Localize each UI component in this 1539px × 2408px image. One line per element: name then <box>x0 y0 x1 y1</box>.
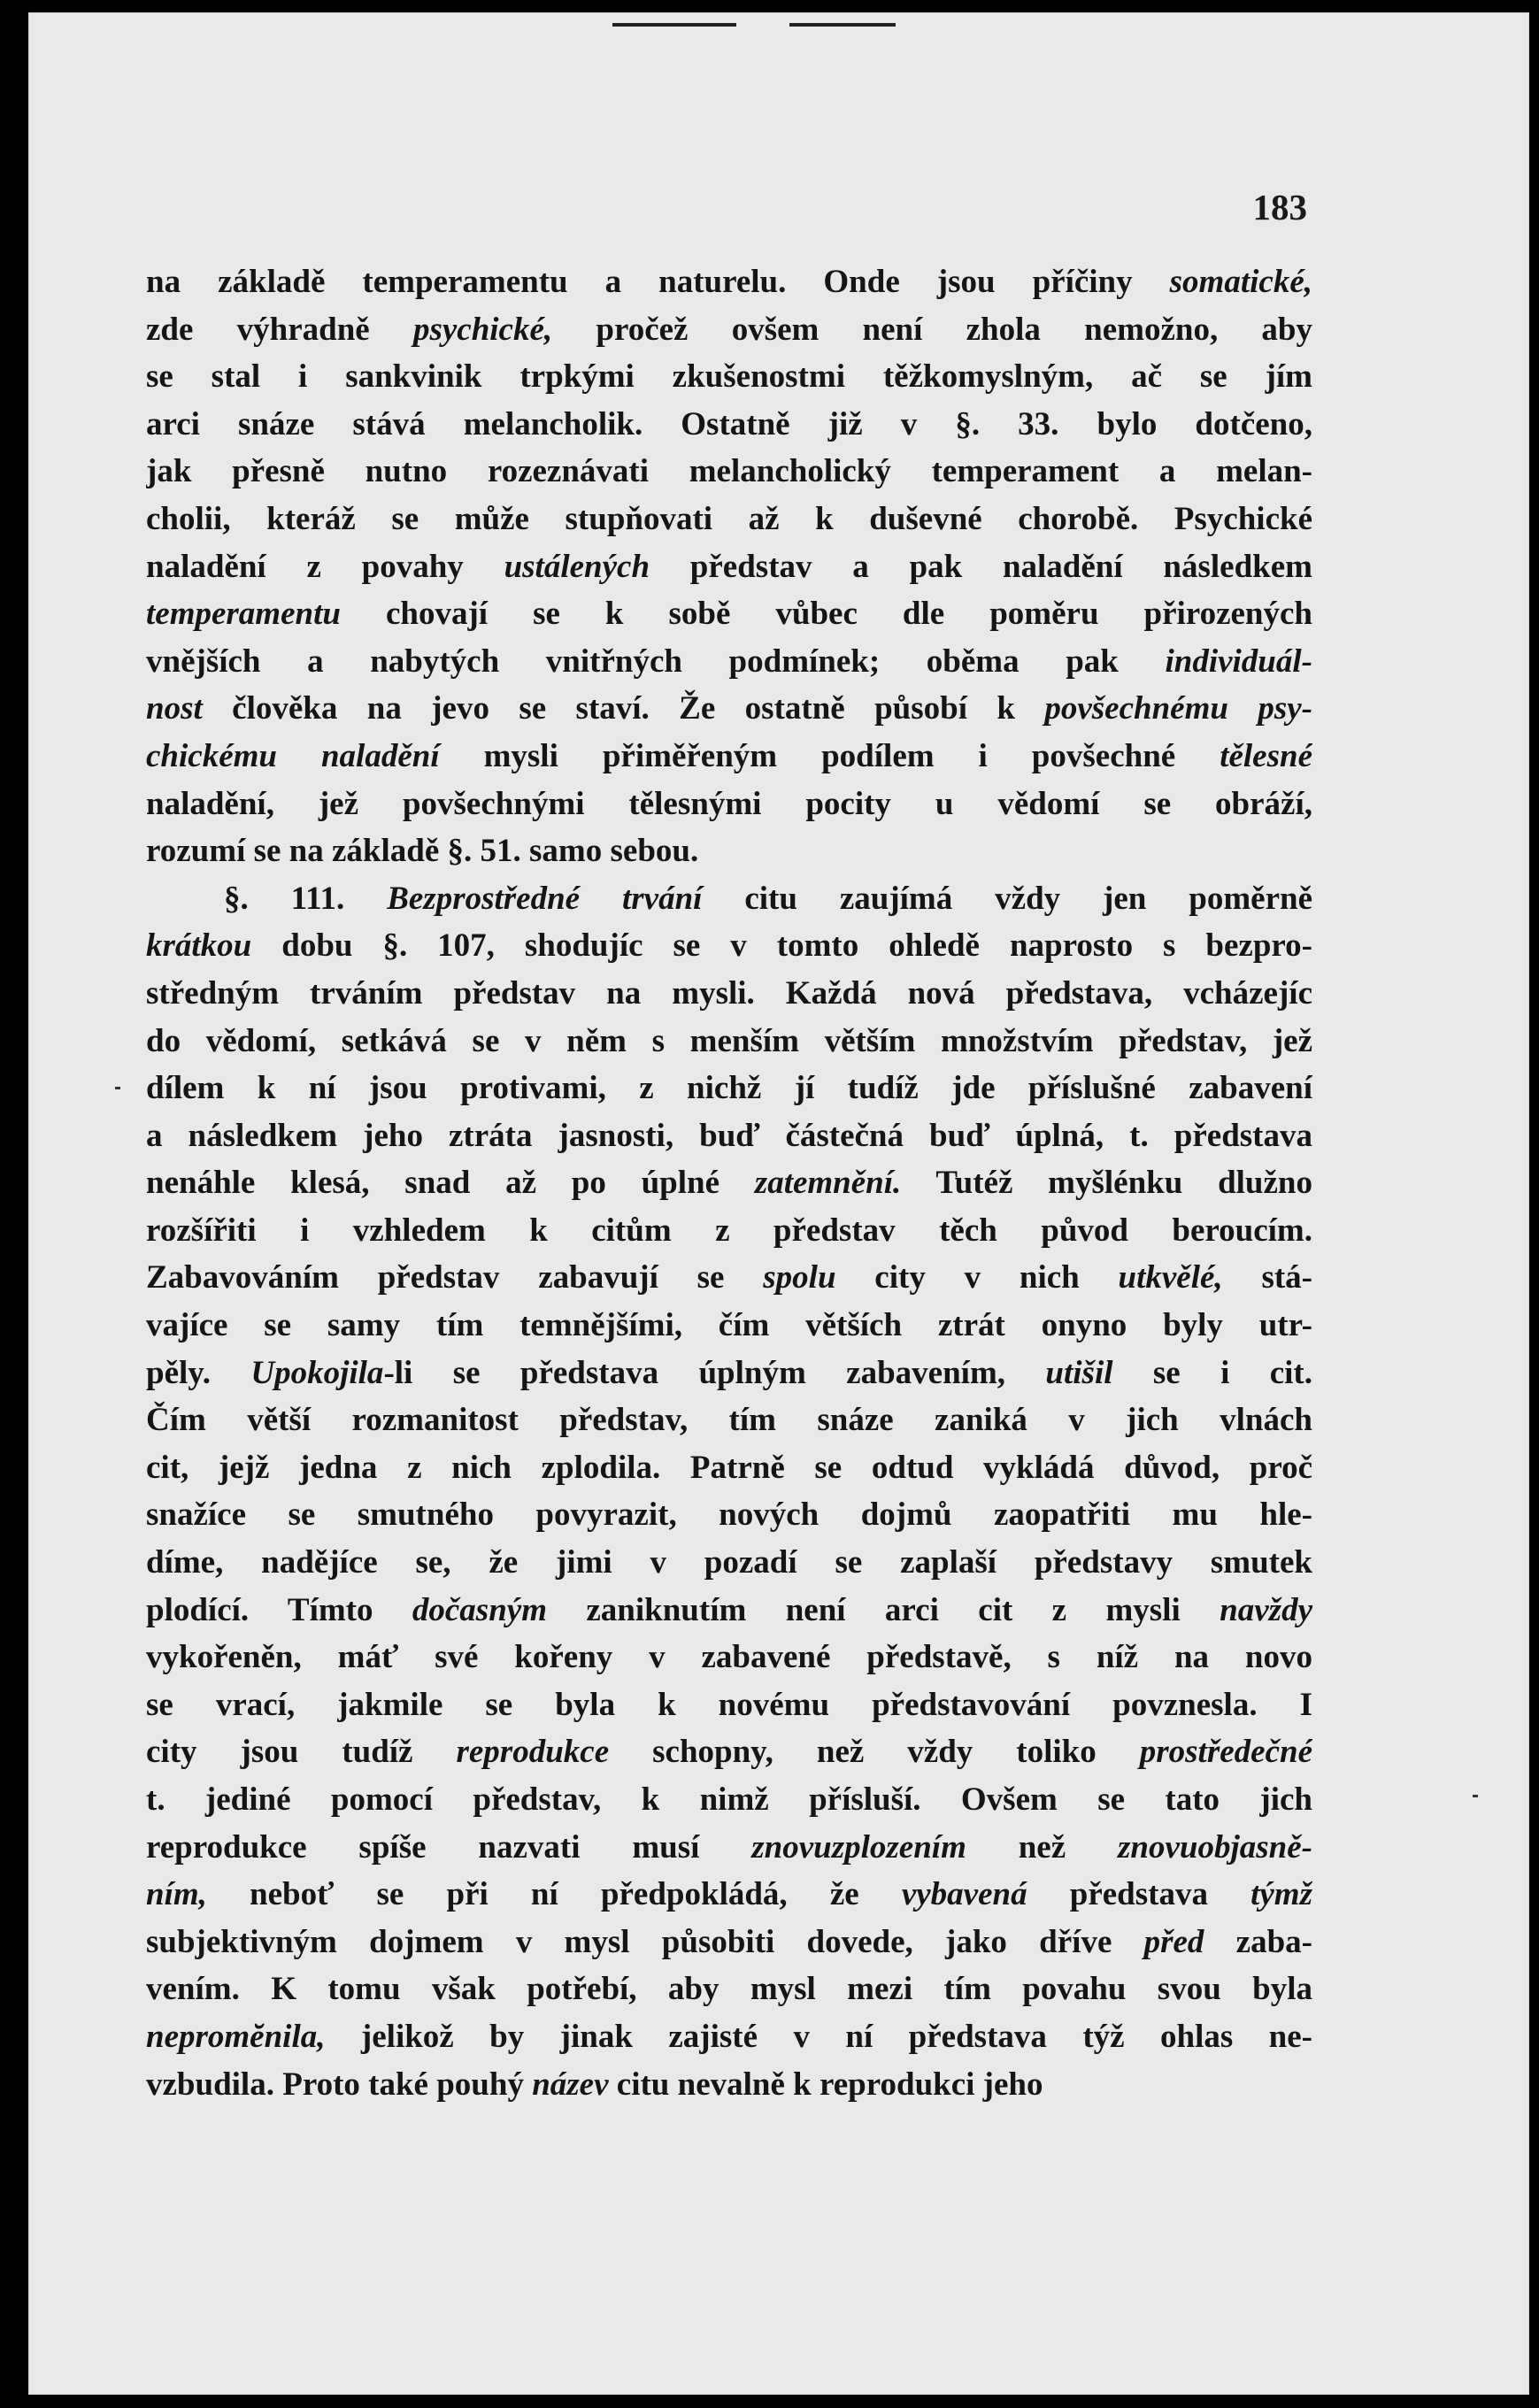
text-run: a následkem jeho ztráta jasnosti, buď částečná buď úplná, t. představa <box>146 1117 1312 1154</box>
text-run: představ a pak naladění následkem <box>650 548 1312 585</box>
text-run: do vědomí, setkává se v něm s menším větším množstvím představ, jež <box>146 1022 1312 1059</box>
text-run: stá- <box>1222 1259 1312 1296</box>
text-line <box>146 1824 1312 1872</box>
text-line <box>146 733 1312 781</box>
italic-emphasis: utkvělé, <box>1118 1259 1223 1296</box>
text-line <box>146 1587 1312 1635</box>
text-line <box>146 1159 1312 1207</box>
italic-emphasis: povšechnému psy- <box>1044 690 1312 727</box>
top-rule <box>612 23 736 27</box>
text-run: neboť se při ní předpokládá, že <box>206 1876 902 1913</box>
italic-emphasis: název <box>532 2066 609 2103</box>
text-run: se vrací, jakmile se byla k novému představování povznesla. I <box>146 1686 1312 1723</box>
body-text <box>146 258 1312 2108</box>
text-run: se i cit. <box>1112 1354 1312 1391</box>
text-run: na základě temperamentu a naturelu. Onde jsou příčiny <box>146 264 1170 300</box>
italic-emphasis: nepromĕnila, <box>146 2018 326 2055</box>
text-run: reprodukce spíše nazvati musí <box>146 1828 752 1866</box>
text-run: pročež ovšem není zhola nemožno, aby <box>552 311 1312 348</box>
text-line <box>146 590 1312 638</box>
italic-emphasis: vybavená <box>901 1876 1027 1913</box>
italic-emphasis: spolu <box>763 1259 836 1296</box>
italic-emphasis: Upokojila <box>250 1354 384 1391</box>
italic-emphasis: chickému naladění <box>146 737 440 774</box>
italic-emphasis: dočasným <box>412 1591 547 1628</box>
text-line <box>146 781 1312 828</box>
top-rule <box>789 23 896 27</box>
text-run: cit, jejž jedna z nich zplodila. Patrně se odtud vykládá důvod, proč <box>146 1449 1312 1486</box>
text-line <box>146 1350 1312 1397</box>
text-line <box>146 827 1312 875</box>
text-line <box>146 1302 1312 1350</box>
text-run: §. 111. <box>224 880 388 917</box>
text-run: chovají se k sobě vůbec dle poměru přirozených <box>340 596 1312 633</box>
print-speck <box>115 1087 120 1089</box>
print-speck <box>1473 1795 1478 1797</box>
text-run: pěly. <box>146 1354 251 1391</box>
text-line <box>146 1396 1312 1444</box>
italic-emphasis: psychické, <box>412 311 553 348</box>
text-line <box>146 1871 1312 1919</box>
text-run: člověka na jevo se staví. Že ostatně působí k <box>202 690 1045 727</box>
italic-emphasis: somatické, <box>1169 264 1312 300</box>
text-line <box>146 1634 1312 1681</box>
text-line <box>146 448 1312 496</box>
text-run: schopny, než vždy toliko <box>609 1734 1140 1771</box>
text-run: citu nevalně k reprodukci jeho <box>608 2066 1043 2103</box>
text-run: mysli přiměřeným podílem i povšechné <box>439 737 1220 774</box>
text-run: citu zaujímá vždy jen poměrně <box>702 880 1312 917</box>
page-number: 183 <box>1252 187 1307 227</box>
text-run: vajíce se samy tím temnějšími, čím větších ztrát onyno byly utr- <box>146 1307 1312 1344</box>
text-line <box>146 970 1312 1018</box>
text-line <box>146 2061 1312 2109</box>
text-line <box>146 1491 1312 1539</box>
italic-emphasis: krátkou <box>146 927 252 965</box>
text-run: dílem k ní jsou protivami, z nichž jí tudíž jde příslušné zabavení <box>146 1070 1312 1107</box>
text-line <box>146 1254 1312 1302</box>
italic-emphasis: reprodukce <box>456 1734 610 1771</box>
text-run: zde výhradně <box>146 311 413 348</box>
text-line <box>146 1539 1312 1587</box>
text-run: středným trváním představ na mysli. Každá nová představa, vcházejíc <box>146 974 1312 1012</box>
text-line <box>146 1444 1312 1492</box>
text-line <box>146 875 1312 923</box>
text-run: city v nich <box>835 1259 1119 1296</box>
text-line <box>146 401 1312 449</box>
text-line <box>146 685 1312 733</box>
text-run: zaba- <box>1204 1923 1312 1960</box>
text-run: představa <box>1027 1876 1251 1913</box>
text-run: zaniknutím není arci cit z mysli <box>546 1591 1220 1628</box>
text-line <box>146 1776 1312 1824</box>
text-run: Zabavováním představ zabavují se <box>146 1259 764 1296</box>
text-run: naladění z povahy <box>146 548 504 585</box>
text-run: plodící. Tímto <box>146 1591 412 1628</box>
text-run: Tutéž myšlénku dlužno <box>901 1165 1312 1202</box>
text-run: cholii, kteráž se může stupňovati až k duševné chorobě. Psychické <box>146 500 1312 537</box>
text-line <box>146 258 1312 306</box>
text-line <box>146 922 1312 970</box>
text-run: rozumí se na základě §. 51. samo sebou. <box>146 833 699 870</box>
italic-emphasis: ustálených <box>504 548 650 585</box>
text-line <box>146 1919 1312 1966</box>
italic-emphasis: zatemnění. <box>754 1165 902 1202</box>
italic-emphasis: utišil <box>1045 1354 1113 1391</box>
text-run: naladění, jež povšechnými tělesnými pocity u vědomí se obráží, <box>146 785 1312 822</box>
text-line <box>146 1112 1312 1160</box>
book-page <box>28 12 1529 2395</box>
text-run: Čím větší rozmanitost představ, tím snáze zaniká v jich vlnách <box>146 1402 1312 1439</box>
italic-emphasis: tělesné <box>1220 737 1312 774</box>
italic-emphasis: ním, <box>146 1876 207 1913</box>
text-run: arci snáze stává melancholik. Ostatně již v §. 33. bylo dotčeno, <box>146 405 1312 442</box>
text-run: vnějších a nabytých vnitřných podmínek; oběma pak <box>146 642 1166 680</box>
italic-emphasis: prostředečné <box>1139 1734 1312 1771</box>
italic-emphasis: před <box>1143 1923 1204 1960</box>
italic-emphasis: temperamentu <box>146 596 341 633</box>
text-run: rozšířiti i vzhledem k citům z představ těch původ beroucím. <box>146 1212 1312 1249</box>
text-line <box>146 496 1312 543</box>
text-run: snažíce se smutného povyrazit, nových dojmů zaopatřiti mu hle- <box>146 1496 1312 1534</box>
text-run: subjektivným dojmem v mysl působiti dovede, jako dříve <box>146 1923 1144 1960</box>
text-run: vením. K tomu však potřebí, aby mysl mezi tím povahu svou byla <box>146 1971 1312 2008</box>
text-line <box>146 353 1312 401</box>
text-run: se stal i sankvinik trpkými zkušenostmi těžkomyslným, ač se jím <box>146 358 1312 396</box>
text-run: -li se představa úplným zabavením, <box>383 1354 1046 1391</box>
text-line <box>146 1018 1312 1066</box>
text-run: díme, nadějíce se, že jimi v pozadí se zaplaší představy smutek <box>146 1544 1312 1581</box>
text-run: jelikož by jinak zajisté v ní představa týž ohlas ne- <box>325 2018 1312 2055</box>
text-run: vykořeněn, máť své kořeny v zabavené představě, s níž na novo <box>146 1639 1312 1676</box>
text-line <box>146 638 1312 686</box>
text-run: city jsou tudíž <box>146 1734 457 1771</box>
text-line <box>146 1728 1312 1776</box>
italic-emphasis: nost <box>146 690 203 727</box>
text-line <box>146 1966 1312 2013</box>
text-line <box>146 306 1312 354</box>
text-run: než <box>966 1828 1119 1866</box>
italic-emphasis: navždy <box>1220 1591 1312 1628</box>
italic-emphasis: týmž <box>1250 1876 1312 1913</box>
text-line <box>146 1065 1312 1112</box>
italic-emphasis: Bezprostředné trvání <box>387 880 703 917</box>
italic-emphasis: znovuzplozením <box>751 1828 966 1866</box>
italic-emphasis: znovuobjasně- <box>1118 1828 1312 1866</box>
text-line <box>146 2013 1312 2061</box>
text-run: dobu §. 107, shodujíc se v tomto ohledě naprosto s bezpro- <box>251 927 1312 965</box>
text-run: jak přesně nutno rozeznávati melancholický temperament a melan- <box>146 453 1312 490</box>
text-run: t. jediné pomocí představ, k nimž přísluší. Ovšem se tato jich <box>146 1781 1312 1818</box>
text-run: nenáhle klesá, snad až po úplné <box>146 1165 755 1202</box>
text-line <box>146 543 1312 591</box>
text-run: vzbudila. Proto také pouhý <box>146 2066 533 2103</box>
italic-emphasis: individuál- <box>1165 642 1312 680</box>
text-line <box>146 1681 1312 1729</box>
text-line <box>146 1207 1312 1255</box>
